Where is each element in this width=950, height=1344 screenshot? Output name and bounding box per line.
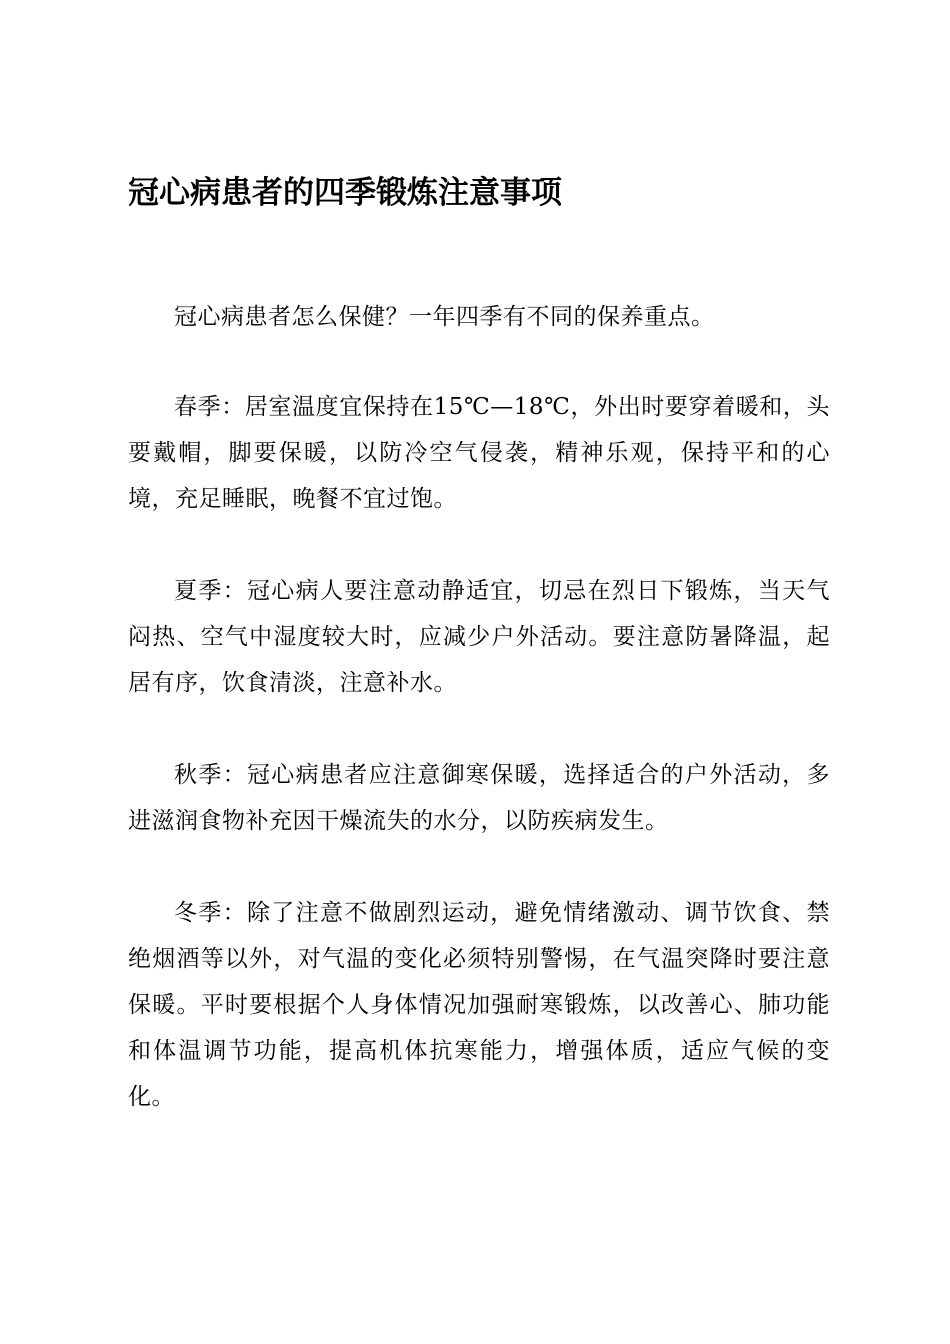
summer-paragraph: 夏季：冠心病人要注意动静适宜，切忌在烈日下锻炼，当天气闷热、空气中湿度较大时，应减少户外活动。要注意防暑降温，起居有序，饮食清淡，注意补水。 (128, 578, 830, 696)
winter-paragraph: 冬季：除了注意不做剧烈运动，避免情绪激动、调节饮食、禁绝烟酒等以外，对气温的变化必须特别警惕，在气温突降时要注意保暖。平时要根据个人身体情况加强耐寒锻炼，以改善心、肺功能和体温调节功能，提高机体抗寒能力，增强体质，适应气候的变化。 (128, 900, 830, 1110)
spring-paragraph: 春季：居室温度宜保持在15℃—18℃，外出时要穿着暖和，头要戴帽，脚要保暖，以防冷空气侵袭，精神乐观，保持平和的心境，充足睡眠，晚餐不宜过饱。 (128, 394, 830, 512)
intro-paragraph: 冠心病患者怎么保健？一年四季有不同的保养重点。 (174, 304, 715, 330)
autumn-paragraph: 秋季：冠心病患者应注意御寒保暖，选择适合的户外活动，多进滋润食物补充因干燥流失的水分，以防疾病发生。 (128, 762, 830, 834)
document-title: 冠心病患者的四季锻炼注意事项 (128, 175, 562, 211)
